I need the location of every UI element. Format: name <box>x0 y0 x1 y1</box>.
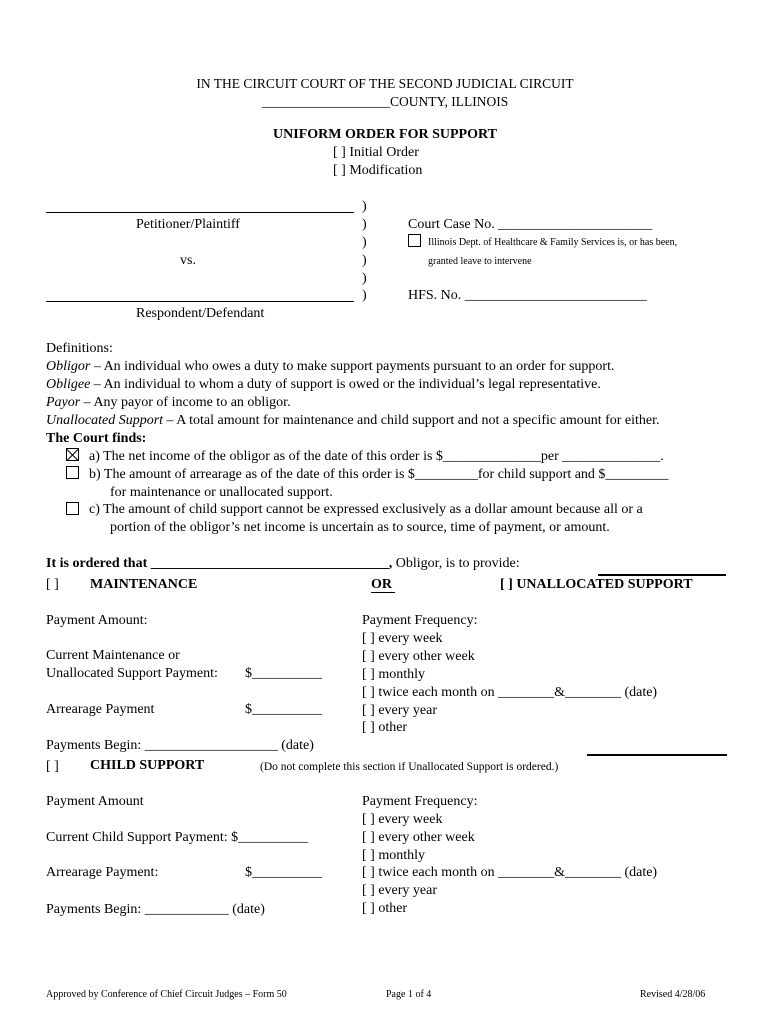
cs-freq-every-other-week[interactable]: [ ] every other week <box>362 830 475 845</box>
cs-payments-begin[interactable]: Payments Begin: ____________ (date) <box>46 902 265 917</box>
definitions-heading: Definitions: <box>46 341 113 356</box>
footer-approved: Approved by Conference of Chief Circuit Judges – Form 50 <box>46 989 287 1000</box>
cs-frequency-heading: Payment Frequency: <box>362 794 478 809</box>
maint-current-amount-field[interactable]: $__________ <box>245 666 322 681</box>
finding-b-text: b) The amount of arrearage as of the date of this order is $_________for child support and $_________ <box>89 467 669 482</box>
cs-arrearage-label: Arrearage Payment: <box>46 865 159 880</box>
maint-arrearage-amount-field[interactable]: $__________ <box>245 702 322 717</box>
ordered-line: It is ordered that __________________________________, Obligor, is to provide: <box>46 556 520 571</box>
unallocated-support-option[interactable]: [ ] UNALLOCATED SUPPORT <box>500 577 693 592</box>
definition-obligor: Obligor – An individual who owes a duty to make support payments pursuant to an order for support. <box>46 359 615 374</box>
initial-order-option[interactable]: [ ] Initial Order <box>333 145 419 160</box>
finding-c-text: c) The amount of child support cannot be expressed exclusively as a dollar amount because all or a <box>89 502 643 517</box>
maint-freq-twice-month[interactable]: [ ] twice each month on ________&________ (date) <box>362 685 658 700</box>
hfs-intervene-checkbox[interactable] <box>408 234 421 247</box>
modification-option[interactable]: [ ] Modification <box>333 163 423 178</box>
maintenance-heading: MAINTENANCE <box>90 577 198 592</box>
child-support-heading: CHILD SUPPORT <box>90 758 205 773</box>
child-support-note: (Do not complete this section if Unallocated Support is ordered.) <box>260 761 559 773</box>
respondent-name-line[interactable] <box>46 301 354 302</box>
definition-payor: Payor – Any payor of income to an obligor. <box>46 395 291 410</box>
maint-freq-every-other-week[interactable]: [ ] every other week <box>362 649 475 664</box>
child-support-option[interactable]: [ ] <box>46 759 59 774</box>
maint-frequency-heading: Payment Frequency: <box>362 613 478 628</box>
caption-paren: ) <box>362 217 367 232</box>
vs-label: vs. <box>180 253 196 268</box>
maint-current-label: Current Maintenance or <box>46 648 180 663</box>
section-divider <box>587 754 727 756</box>
caption-paren: ) <box>362 253 367 268</box>
cs-freq-other[interactable]: [ ] other <box>362 901 408 916</box>
finding-a-checkbox[interactable] <box>66 448 79 461</box>
maint-current-label-2: Unallocated Support Payment: <box>46 666 218 681</box>
cs-arrearage-amount-field[interactable]: $__________ <box>245 865 322 880</box>
or-label: OR <box>371 577 392 592</box>
maint-freq-every-week[interactable]: [ ] every week <box>362 631 443 646</box>
form-title: UNIFORM ORDER FOR SUPPORT <box>273 127 497 142</box>
definition-unallocated: Unallocated Support – A total amount for maintenance and child support and not a specific amount for either. <box>46 413 660 428</box>
caption-paren: ) <box>362 288 367 303</box>
finding-b-text-2: for maintenance or unallocated support. <box>110 485 333 500</box>
hfs-intervene-label-2: granted leave to intervene <box>428 256 532 267</box>
cs-freq-twice-month[interactable]: [ ] twice each month on ________&________ (date) <box>362 865 658 880</box>
cs-payment-amount-label: Payment Amount <box>46 794 144 809</box>
finding-c-checkbox[interactable] <box>66 502 79 515</box>
cs-freq-monthly[interactable]: [ ] monthly <box>362 848 425 863</box>
maint-freq-monthly[interactable]: [ ] monthly <box>362 667 425 682</box>
county-line: ___________________COUNTY, ILLINOIS <box>261 94 509 109</box>
finding-b-checkbox[interactable] <box>66 466 79 479</box>
petitioner-name-line[interactable] <box>46 212 354 213</box>
caption-paren: ) <box>362 235 367 250</box>
maint-payment-amount-label: Payment Amount: <box>46 613 148 628</box>
footer-revised: Revised 4/28/06 <box>640 989 706 1000</box>
cs-current-payment-field[interactable]: Current Child Support Payment: $__________ <box>46 830 309 845</box>
definition-obligee: Obligee – An individual to whom a duty of support is owed or the individual’s legal representative. <box>46 377 601 392</box>
court-finds-heading: The Court finds: <box>46 431 147 446</box>
footer-page-number: Page 1 of 4 <box>386 989 432 1000</box>
caption-paren: ) <box>362 271 367 286</box>
court-case-number[interactable]: Court Case No. ______________________ <box>408 217 653 232</box>
maint-freq-every-year[interactable]: [ ] every year <box>362 703 438 718</box>
finding-a-text: a) The net income of the obligor as of the date of this order is $______________per ______________. <box>89 449 664 464</box>
hfs-number[interactable]: HFS. No. __________________________ <box>408 288 647 303</box>
respondent-label: Respondent/Defendant <box>136 306 265 321</box>
or-underline <box>371 592 395 593</box>
maintenance-option[interactable]: [ ] <box>46 577 59 592</box>
maint-payments-begin[interactable]: Payments Begin: ___________________ (date) <box>46 738 314 753</box>
maint-arrearage-label: Arrearage Payment <box>46 702 155 717</box>
finding-c-text-2: portion of the obligor’s net income is uncertain as to source, time of payment, or amount. <box>110 520 610 535</box>
caption-paren: ) <box>362 199 367 214</box>
cs-freq-every-year[interactable]: [ ] every year <box>362 883 438 898</box>
maint-freq-other[interactable]: [ ] other <box>362 720 408 735</box>
section-divider <box>598 574 726 576</box>
court-heading: IN THE CIRCUIT COURT OF THE SECOND JUDICIAL CIRCUIT <box>196 76 574 91</box>
hfs-intervene-label: Illinois Dept. of Healthcare & Family Services is, or has been, <box>428 237 678 248</box>
cs-freq-every-week[interactable]: [ ] every week <box>362 812 443 827</box>
petitioner-label: Petitioner/Plaintiff <box>136 217 240 232</box>
